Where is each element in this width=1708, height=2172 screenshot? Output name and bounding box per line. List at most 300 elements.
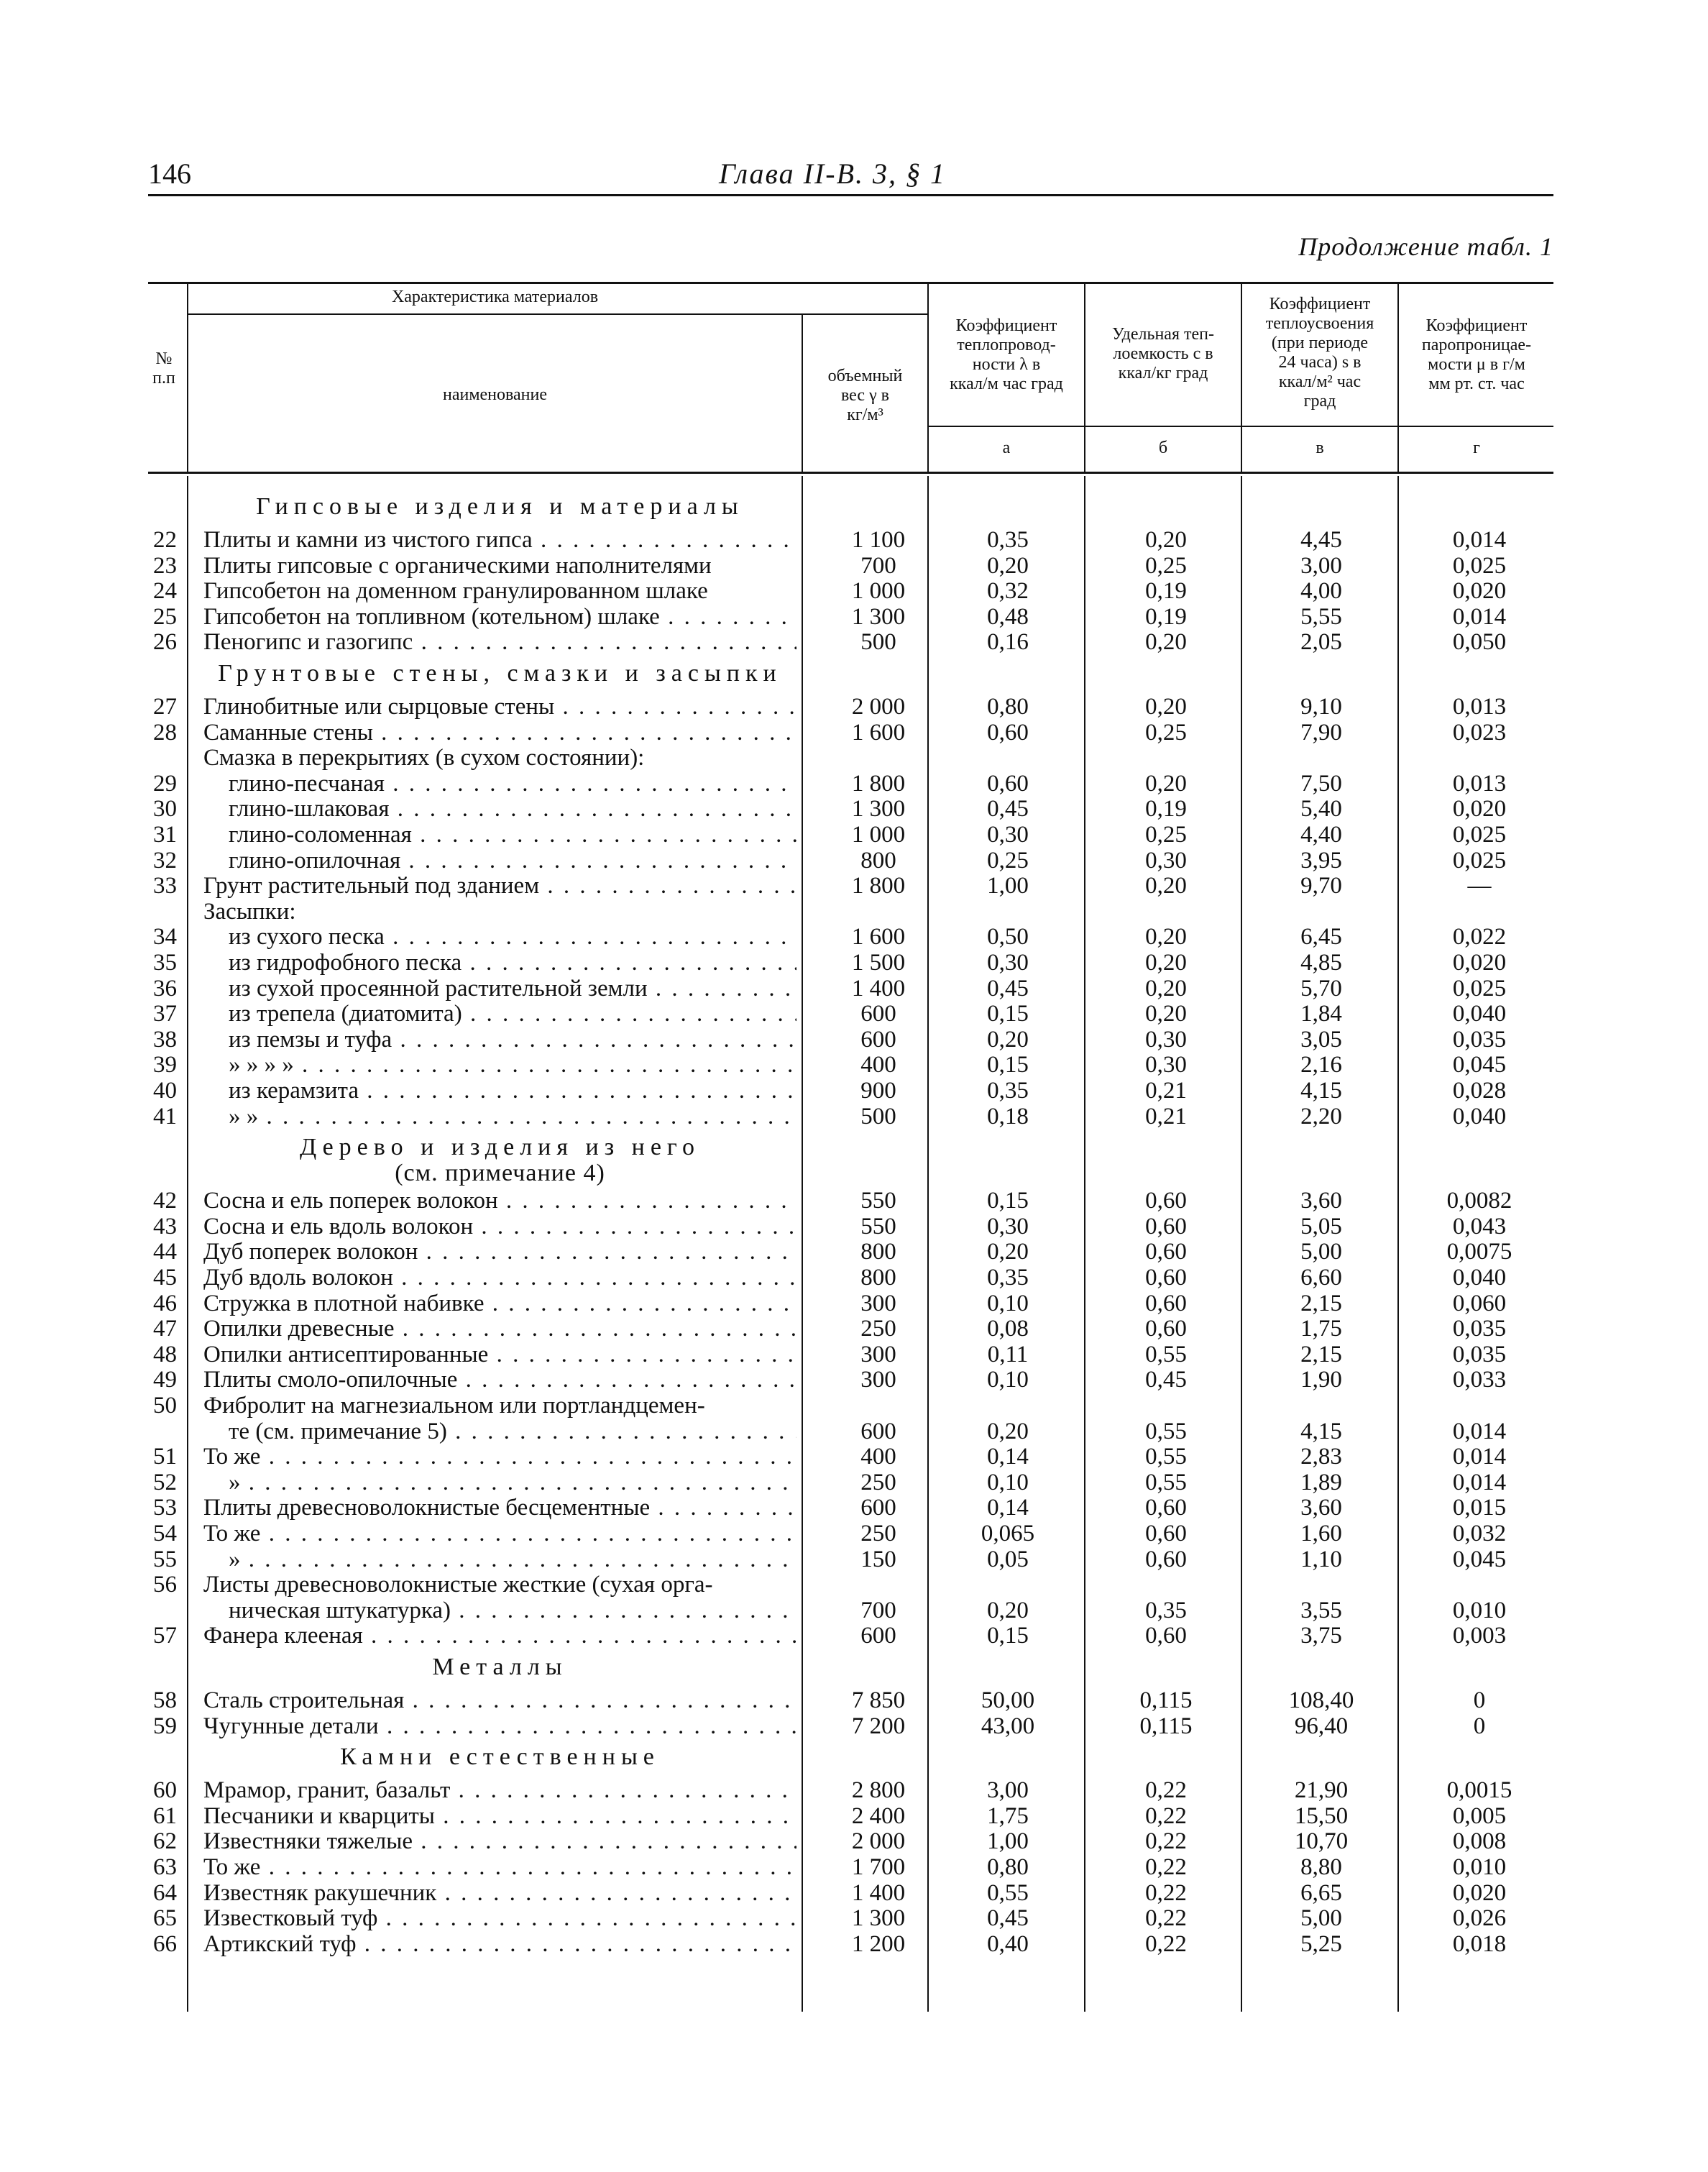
row-number: 38 (153, 1026, 177, 1053)
material-name: Чугунные детали . . . (203, 1714, 796, 1739)
table-row (0, 848, 1708, 874)
table-row (0, 695, 1708, 720)
heat-absorption-value: 3,60 (1300, 1188, 1342, 1214)
heat-absorption-value: 8,80 (1300, 1854, 1342, 1880)
vapor-permeability-value: 0,045 (1452, 1546, 1507, 1572)
vapor-permeability-value: 0,025 (1452, 975, 1507, 1002)
vapor-permeability-value: 0,018 (1452, 1930, 1507, 1957)
material-name: из трепела (диатомита) . . . (229, 1002, 796, 1027)
heat-absorption-value: 4,15 (1300, 1418, 1342, 1444)
table-row (0, 976, 1708, 1002)
heat-absorption-value: 2,15 (1300, 1341, 1342, 1367)
heat-capacity-value: 0,20 (1145, 527, 1187, 553)
material-name: Гипсобетон на доменном гранулированном шлаке (203, 579, 708, 605)
conductivity-value: 0,16 (987, 629, 1029, 656)
heat-capacity-value: 0,19 (1145, 796, 1187, 822)
density-value: 1 800 (851, 770, 906, 797)
material-name: Дуб поперек волокон . . . (203, 1239, 796, 1265)
vapor-permeability-value: 0,045 (1452, 1052, 1507, 1078)
material-name: глино-соломенная . . . (229, 822, 796, 848)
heat-absorption-value: 1,84 (1300, 1001, 1342, 1027)
material-name: Плиты гипсовые с органическими наполнителями (203, 553, 712, 579)
material-name: глино-опилочная . . . (229, 848, 796, 874)
material-name: Дуб вдоль волокон . . . (203, 1265, 796, 1291)
density-value: 250 (860, 1521, 896, 1546)
heat-capacity-value: 0,20 (1145, 950, 1187, 976)
table-row (0, 1521, 1708, 1546)
conductivity-value: 0,50 (987, 924, 1029, 950)
conductivity-value: 1,75 (987, 1802, 1029, 1829)
heat-capacity-value: 0,30 (1145, 1026, 1187, 1053)
heat-absorption-value: 108,40 (1288, 1687, 1354, 1713)
material-name: Глинобитные или сырцовые стены . . . (203, 695, 796, 720)
vapor-permeability-value: 0,010 (1452, 1597, 1507, 1623)
density-value: 1 000 (851, 578, 906, 605)
heat-absorption-value: 5,55 (1300, 603, 1342, 630)
section-heading: Грунтовые стены, смазки и засыпки (218, 660, 782, 687)
table-row (0, 1804, 1708, 1829)
table-header-bottom-rule (148, 472, 1553, 474)
table-row (0, 950, 1708, 976)
vapor-permeability-value: 0,008 (1452, 1828, 1507, 1855)
header-name: наименование (442, 385, 548, 404)
header-sub-b: б (1158, 439, 1168, 457)
heat-absorption-value: 9,70 (1300, 873, 1342, 899)
conductivity-value: 0,10 (987, 1367, 1029, 1393)
material-name: » » » » . . . (229, 1053, 796, 1078)
density-value: 600 (860, 1623, 896, 1649)
heat-capacity-value: 0,20 (1145, 975, 1187, 1002)
material-name: те (см. примечание 5) . . . (229, 1419, 796, 1444)
conductivity-value: 0,45 (987, 796, 1029, 822)
table-row (0, 1829, 1708, 1854)
density-value: 250 (860, 1316, 896, 1342)
material-name: Засыпки: (203, 899, 296, 925)
heat-absorption-value: 1,75 (1300, 1316, 1342, 1342)
conductivity-value: 0,065 (981, 1521, 1035, 1546)
vapor-permeability-value: 0,023 (1452, 719, 1507, 746)
material-name: » . . . (229, 1547, 796, 1572)
row-number: 27 (153, 694, 177, 720)
row-number: 37 (153, 1001, 177, 1027)
heat-capacity-value: 0,25 (1145, 719, 1187, 746)
vapor-permeability-value: 0,020 (1452, 950, 1507, 976)
row-number: 36 (153, 975, 177, 1002)
heat-capacity-value: 0,60 (1145, 1546, 1187, 1572)
density-value: 1 300 (851, 603, 906, 630)
vapor-permeability-value: 0,014 (1452, 1418, 1507, 1444)
row-number: 64 (153, 1879, 177, 1906)
table-row (0, 1393, 1708, 1419)
vapor-permeability-value: 0,040 (1452, 1265, 1507, 1291)
density-value: 7 200 (851, 1713, 906, 1739)
table-row (0, 1419, 1708, 1444)
vapor-permeability-value: 0,005 (1452, 1802, 1507, 1829)
density-value: 500 (860, 629, 896, 656)
material-name: Плиты и камни из чистого гипса . . . (203, 528, 796, 553)
table-row (0, 1906, 1708, 1931)
vapor-permeability-value: 0,014 (1452, 1469, 1507, 1495)
vapor-permeability-value: 0,043 (1452, 1213, 1507, 1239)
vapor-permeability-value: 0,028 (1452, 1078, 1507, 1104)
header-sub-c: в (1316, 439, 1324, 457)
material-name: Плиты древесноволокнистые бесцементные . . . (203, 1495, 796, 1521)
row-number: 50 (153, 1393, 177, 1419)
table-row (0, 1239, 1708, 1265)
vapor-permeability-value: 0,022 (1452, 924, 1507, 950)
table-row (0, 1932, 1708, 1957)
heat-absorption-value: 3,55 (1300, 1597, 1342, 1623)
heat-capacity-value: 0,22 (1145, 1802, 1187, 1829)
row-number: 58 (153, 1687, 177, 1713)
vapor-permeability-value: 0 (1473, 1687, 1486, 1713)
heat-capacity-value: 0,22 (1145, 1905, 1187, 1932)
table-row (0, 1855, 1708, 1880)
table-row (0, 874, 1708, 899)
density-value: 500 (860, 1103, 896, 1129)
section-subheading: (см. примечание 4) (395, 1160, 605, 1187)
heat-absorption-value: 1,89 (1300, 1469, 1342, 1495)
material-name: Листы древесноволокнистые жесткие (сухая орга- (203, 1572, 713, 1598)
header-no: № п.п (152, 349, 175, 388)
heat-capacity-value: 0,20 (1145, 873, 1187, 899)
heat-capacity-value: 0,21 (1145, 1103, 1187, 1129)
conductivity-value: 0,10 (987, 1469, 1029, 1495)
table-row (0, 1104, 1708, 1129)
vapor-permeability-value: 0,025 (1452, 847, 1507, 874)
heat-absorption-value: 6,45 (1300, 924, 1342, 950)
conductivity-value: 1,00 (987, 1828, 1029, 1855)
material-name: Смазка в перекрытиях (в сухом состоянии): (203, 746, 645, 771)
vapor-permeability-value: 0,0075 (1446, 1239, 1512, 1265)
density-value: 600 (860, 1418, 896, 1444)
vapor-permeability-value: 0,020 (1452, 578, 1507, 605)
table-row (0, 1444, 1708, 1470)
heat-absorption-value: 5,70 (1300, 975, 1342, 1002)
density-value: 1 600 (851, 924, 906, 950)
table-row (0, 771, 1708, 797)
conductivity-value: 0,48 (987, 603, 1029, 630)
row-number: 35 (153, 950, 177, 976)
section-heading: Гипсовые изделия и материалы (256, 493, 744, 520)
density-value: 1 600 (851, 719, 906, 746)
density-value: 900 (860, 1078, 896, 1104)
vapor-permeability-value: 0,035 (1452, 1341, 1507, 1367)
density-value: 800 (860, 1239, 896, 1265)
conductivity-value: 0,15 (987, 1052, 1029, 1078)
heat-absorption-value: 4,40 (1300, 822, 1342, 848)
vapor-permeability-value: 0,025 (1452, 552, 1507, 579)
material-name: Саманные стены . . . (203, 720, 796, 746)
row-number: 43 (153, 1213, 177, 1239)
section-heading: Дерево и изделия из него (299, 1134, 701, 1161)
table-row (0, 1688, 1708, 1713)
heat-absorption-value: 2,83 (1300, 1444, 1342, 1470)
heat-absorption-value: 3,05 (1300, 1026, 1342, 1053)
heat-absorption-value: 1,90 (1300, 1367, 1342, 1393)
table-row (0, 528, 1708, 553)
vapor-permeability-value: 0,014 (1452, 603, 1507, 630)
table-row (0, 1623, 1708, 1649)
table-row (0, 1214, 1708, 1239)
table-continuation-label: Продолжение табл. 1 (1298, 232, 1553, 261)
row-number: 26 (153, 629, 177, 656)
vapor-permeability-value: 0,010 (1452, 1854, 1507, 1880)
row-number: 60 (153, 1777, 177, 1804)
row-number: 33 (153, 873, 177, 899)
heat-capacity-value: 0,30 (1145, 847, 1187, 874)
row-number: 57 (153, 1623, 177, 1649)
section-heading: Камни естественные (340, 1743, 660, 1771)
heat-absorption-value: 5,05 (1300, 1213, 1342, 1239)
heat-absorption-value: 3,60 (1300, 1495, 1342, 1521)
conductivity-value: 0,35 (987, 1078, 1029, 1104)
conductivity-value: 0,20 (987, 1597, 1029, 1623)
table-row (0, 1291, 1708, 1316)
heat-capacity-value: 0,55 (1145, 1444, 1187, 1470)
conductivity-value: 0,15 (987, 1001, 1029, 1027)
material-name: из гидрофобного песка . . . (229, 950, 796, 976)
row-number: 45 (153, 1265, 177, 1291)
table-row (0, 630, 1708, 655)
material-name: из пемзы и туфа . . . (229, 1027, 796, 1053)
density-value: 700 (860, 1597, 896, 1623)
heat-capacity-value: 0,25 (1145, 822, 1187, 848)
vapor-permeability-value: 0,0082 (1446, 1188, 1512, 1214)
heat-absorption-value: 2,15 (1300, 1290, 1342, 1316)
heat-absorption-value: 5,00 (1300, 1905, 1342, 1932)
header-sub-a: а (1002, 439, 1011, 457)
material-name: » . . . (229, 1470, 796, 1495)
header-divider (187, 282, 188, 473)
row-number: 61 (153, 1802, 177, 1829)
heat-capacity-value: 0,60 (1145, 1316, 1187, 1342)
material-name: Сосна и ель поперек волокон . . . (203, 1188, 796, 1214)
material-name: То же . . . (203, 1444, 796, 1470)
conductivity-value: 0,80 (987, 1854, 1029, 1880)
table-row (0, 1495, 1708, 1521)
row-number: 44 (153, 1239, 177, 1265)
density-value: 800 (860, 1265, 896, 1291)
vapor-permeability-value: 0,014 (1452, 527, 1507, 553)
density-value: 1 400 (851, 975, 906, 1002)
vapor-permeability-value: — (1467, 873, 1492, 899)
heat-capacity-value: 0,22 (1145, 1854, 1187, 1880)
vapor-permeability-value: 0,040 (1452, 1001, 1507, 1027)
section-heading: Металлы (432, 1654, 568, 1680)
header-col-d: Коэффициент паропроницае- мости μ в г/м мм рт. ст. час (1421, 316, 1532, 393)
heat-absorption-value: 5,40 (1300, 796, 1342, 822)
table-row (0, 1598, 1708, 1623)
conductivity-value: 0,18 (987, 1103, 1029, 1129)
heat-capacity-value: 0,115 (1139, 1713, 1193, 1739)
table-row (0, 1547, 1708, 1572)
material-name: из керамзита . . . (229, 1078, 796, 1104)
density-value: 7 850 (851, 1687, 906, 1713)
material-name: Сталь строительная . . . (203, 1688, 796, 1713)
density-value: 1 300 (851, 1905, 906, 1932)
heat-absorption-value: 6,65 (1300, 1879, 1342, 1906)
row-number: 59 (153, 1713, 177, 1739)
conductivity-value: 0,08 (987, 1316, 1029, 1342)
heat-absorption-value: 4,85 (1300, 950, 1342, 976)
header-rule (148, 194, 1553, 196)
conductivity-value: 0,14 (987, 1495, 1029, 1521)
table-row (0, 1265, 1708, 1291)
row-number: 24 (153, 578, 177, 605)
conductivity-value: 0,35 (987, 527, 1029, 553)
conductivity-value: 0,14 (987, 1444, 1029, 1470)
heat-capacity-value: 0,35 (1145, 1597, 1187, 1623)
row-number: 48 (153, 1341, 177, 1367)
table-row (0, 746, 1708, 771)
table-row (0, 1053, 1708, 1078)
heat-capacity-value: 0,19 (1145, 578, 1187, 605)
table-row (0, 1881, 1708, 1906)
material-name: » » . . . (229, 1104, 796, 1129)
heat-capacity-value: 0,22 (1145, 1777, 1187, 1804)
vapor-permeability-value: 0,013 (1452, 770, 1507, 797)
header-characteristics: Характеристика материалов (391, 288, 599, 306)
vapor-permeability-value: 0,015 (1452, 1495, 1507, 1521)
conductivity-value: 0,20 (987, 552, 1029, 579)
heat-absorption-value: 1,10 (1300, 1546, 1342, 1572)
heat-absorption-value: 96,40 (1294, 1713, 1349, 1739)
table-row (0, 899, 1708, 925)
vapor-permeability-value: 0,014 (1452, 1444, 1507, 1470)
material-name: Известняк ракушечник . . . (203, 1881, 796, 1906)
heat-capacity-value: 0,20 (1145, 694, 1187, 720)
material-name: Опилки антисептированные . . . (203, 1342, 796, 1367)
conductivity-value: 0,20 (987, 1026, 1029, 1053)
conductivity-value: 0,60 (987, 770, 1029, 797)
density-value: 2 000 (851, 694, 906, 720)
heat-capacity-value: 0,60 (1145, 1265, 1187, 1291)
conductivity-value: 0,25 (987, 847, 1029, 874)
density-value: 1 000 (851, 822, 906, 848)
table-row (0, 1316, 1708, 1342)
heat-capacity-value: 0,20 (1145, 924, 1187, 950)
table-row (0, 1572, 1708, 1598)
row-number: 34 (153, 924, 177, 950)
heat-absorption-value: 15,50 (1294, 1802, 1349, 1829)
density-value: 550 (860, 1188, 896, 1214)
conductivity-value: 0,20 (987, 1239, 1029, 1265)
material-name: Пеногипс и газогипс . . . (203, 630, 796, 655)
conductivity-value: 0,05 (987, 1546, 1029, 1572)
heat-capacity-value: 0,21 (1145, 1078, 1187, 1104)
row-number: 47 (153, 1316, 177, 1342)
row-number: 28 (153, 719, 177, 746)
heat-capacity-value: 0,55 (1145, 1469, 1187, 1495)
density-value: 600 (860, 1495, 896, 1521)
density-value: 1 700 (851, 1854, 906, 1880)
row-number: 49 (153, 1367, 177, 1393)
heat-capacity-value: 0,22 (1145, 1930, 1187, 1957)
vapor-permeability-value: 0,035 (1452, 1026, 1507, 1053)
row-number: 66 (153, 1930, 177, 1957)
density-value: 300 (860, 1341, 896, 1367)
material-name: Стружка в плотной набивке . . . (203, 1291, 796, 1316)
heat-absorption-value: 2,05 (1300, 629, 1342, 656)
conductivity-value: 1,00 (987, 873, 1029, 899)
vapor-permeability-value: 0,026 (1452, 1905, 1507, 1932)
density-value: 700 (860, 552, 896, 579)
material-name: Гипсобетон на топливном (котельном) шлаке . . . (203, 605, 796, 630)
table-row (0, 579, 1708, 604)
table-row (0, 1470, 1708, 1495)
conductivity-value: 0,35 (987, 1265, 1029, 1291)
conductivity-value: 0,45 (987, 1905, 1029, 1932)
material-name: глино-шлаковая . . . (229, 797, 796, 822)
material-name: из сухого песка . . . (229, 925, 796, 950)
material-name: Мрамор, гранит, базальт . . . (203, 1778, 796, 1803)
material-name: Известняки тяжелые . . . (203, 1829, 796, 1854)
heat-capacity-value: 0,20 (1145, 629, 1187, 656)
row-number: 63 (153, 1854, 177, 1880)
table-row (0, 1367, 1708, 1393)
conductivity-value: 50,00 (981, 1687, 1035, 1713)
vapor-permeability-value: 0,032 (1452, 1521, 1507, 1546)
heat-absorption-value: 1,60 (1300, 1521, 1342, 1546)
row-number: 42 (153, 1188, 177, 1214)
table-row (0, 1188, 1708, 1214)
vapor-permeability-value: 0,033 (1452, 1367, 1507, 1393)
row-number: 54 (153, 1521, 177, 1546)
conductivity-value: 0,60 (987, 719, 1029, 746)
table-top-rule (148, 282, 1553, 284)
density-value: 600 (860, 1001, 896, 1027)
heat-capacity-value: 0,20 (1145, 1001, 1187, 1027)
conductivity-value: 0,30 (987, 950, 1029, 976)
material-name: Фанера клееная . . . (203, 1623, 796, 1649)
conductivity-value: 0,15 (987, 1188, 1029, 1214)
vapor-permeability-value: 0,0015 (1446, 1777, 1512, 1804)
density-value: 300 (860, 1367, 896, 1393)
vapor-permeability-value: 0 (1473, 1713, 1486, 1739)
material-name: глино-песчаная . . . (229, 771, 796, 797)
table-row (0, 797, 1708, 822)
table-row (0, 605, 1708, 630)
vapor-permeability-value: 0,050 (1452, 629, 1507, 656)
density-value: 800 (860, 847, 896, 874)
density-value: 550 (860, 1213, 896, 1239)
heat-capacity-value: 0,20 (1145, 770, 1187, 797)
heat-capacity-value: 0,60 (1145, 1188, 1187, 1214)
vapor-permeability-value: 0,025 (1452, 822, 1507, 848)
chapter-heading: Глава II-В. 3, § 1 (719, 157, 947, 190)
heat-capacity-value: 0,60 (1145, 1239, 1187, 1265)
material-name: То же . . . (203, 1521, 796, 1546)
conductivity-value: 0,30 (987, 822, 1029, 848)
material-name: Грунт растительный под зданием . . . (203, 874, 796, 899)
table-row (0, 1342, 1708, 1367)
density-value: 400 (860, 1052, 896, 1078)
vapor-permeability-value: 0,020 (1452, 1879, 1507, 1906)
material-name: Сосна и ель вдоль волокон . . . (203, 1214, 796, 1239)
row-number: 32 (153, 847, 177, 874)
vapor-permeability-value: 0,040 (1452, 1103, 1507, 1129)
heat-absorption-value: 10,70 (1294, 1828, 1349, 1855)
heat-absorption-value: 4,15 (1300, 1078, 1342, 1104)
material-name: из сухой просеянной растительной земли . . . (229, 976, 796, 1002)
density-value: 600 (860, 1026, 896, 1053)
density-value: 1 100 (851, 527, 906, 553)
density-value: 150 (860, 1546, 896, 1572)
row-number: 51 (153, 1444, 177, 1470)
vapor-permeability-value: 0,013 (1452, 694, 1507, 720)
header-sub-d: г (1473, 439, 1480, 457)
